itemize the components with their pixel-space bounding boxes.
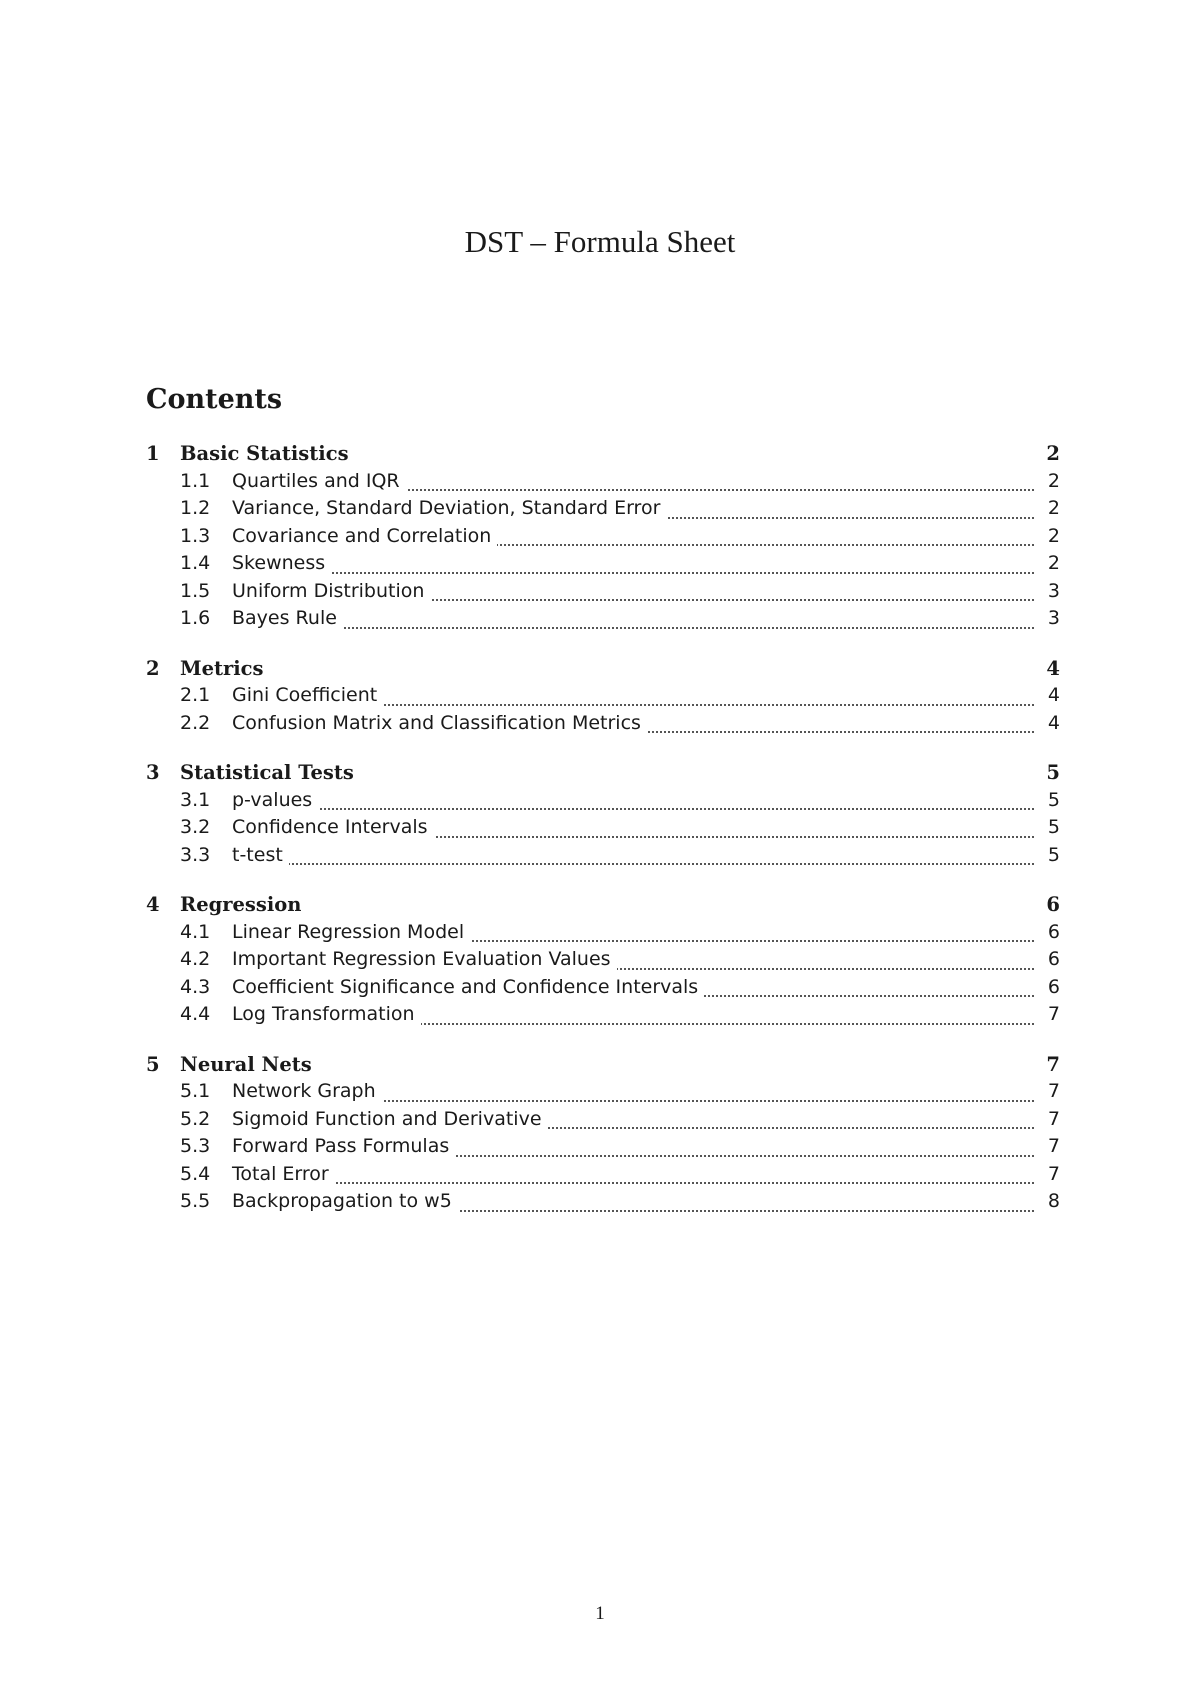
toc-page: 4 [1042,712,1060,734]
toc-number: 5 [146,1052,160,1076]
toc-number: 4.1 [180,920,211,943]
toc-entry[interactable] [146,814,1060,842]
toc-entry[interactable] [146,1051,1060,1079]
toc-number: 1.6 [180,607,211,629]
toc-page: 2 [1046,442,1060,465]
toc-entry[interactable] [146,495,1060,523]
toc-page: 5 [1042,789,1060,811]
toc-page: 7 [1042,1080,1060,1102]
toc-page: 4 [1046,656,1060,680]
toc-page: 2 [1042,552,1060,574]
toc-entry[interactable] [146,1161,1060,1189]
toc-number: 1.5 [180,579,211,602]
toc-title: Variance, Standard Deviation, Standard Error [232,497,666,519]
toc-number: 5.2 [180,1107,211,1130]
toc-page: 8 [1042,1190,1060,1212]
toc-entry[interactable] [146,891,1060,919]
toc-number: 5.1 [180,1080,211,1102]
toc-number: 4.3 [180,975,211,998]
toc-entry[interactable] [146,523,1060,551]
toc-title: Log Transformation [232,1003,421,1025]
toc-number: 3.2 [180,816,211,838]
toc-number: 1 [146,442,160,465]
toc-entry[interactable] [146,974,1060,1002]
toc-title: Network Graph [232,1080,382,1102]
toc-page: 2 [1042,525,1060,547]
toc-entry[interactable] [146,605,1060,633]
toc-number: 3.3 [180,843,211,866]
toc-entry[interactable] [146,440,1060,468]
toc-page: 7 [1042,1003,1060,1025]
toc-page: 6 [1042,976,1060,998]
toc-entry[interactable] [146,1188,1060,1216]
toc-title: Neural Nets [180,1052,312,1076]
toc-entry[interactable] [146,682,1060,710]
toc-page: 6 [1042,921,1060,943]
toc-entry[interactable] [146,919,1060,947]
toc-page: 5 [1046,761,1060,784]
toc-page: 3 [1042,580,1060,602]
page-number: 1 [595,1603,605,1624]
toc-page: 3 [1042,607,1060,629]
toc-entry[interactable] [146,759,1060,787]
toc-title: Confidence Intervals [232,816,434,838]
toc-entry[interactable] [146,468,1060,496]
toc-entry[interactable] [146,1133,1060,1161]
toc-number: 5.5 [180,1190,211,1212]
toc-entry[interactable] [146,710,1060,738]
toc-page: 7 [1042,1163,1060,1185]
toc-page: 7 [1042,1135,1060,1157]
toc-entry[interactable] [146,550,1060,578]
toc-page: 5 [1042,816,1060,838]
toc-title: Skewness [232,552,331,574]
contents-heading: Contents [146,384,283,415]
toc-page: 7 [1046,1052,1060,1076]
toc-entry[interactable] [146,578,1060,606]
toc-number: 4.4 [180,1003,211,1025]
toc-number: 5.4 [180,1162,211,1185]
toc-title: Total Error [232,1163,335,1185]
toc-number: 3 [146,761,160,784]
toc-title: Quartiles and IQR [232,470,406,492]
toc-page: 6 [1046,893,1060,916]
toc-title: Bayes Rule [232,607,343,629]
toc-number: 1.1 [180,469,211,492]
toc-title: Uniform Distribution [232,580,430,602]
toc-title: Covariance and Correlation [232,525,497,547]
toc-number: 2 [146,656,160,680]
toc-entry[interactable] [146,655,1060,683]
toc-section-3 [146,759,1060,869]
toc-title: Statistical Tests [180,761,354,784]
toc-title: Important Regression Evaluation Values [232,948,617,970]
table-of-contents [146,440,1060,1238]
toc-page: 4 [1042,684,1060,706]
toc-title: Coefficient Significance and Confidence Intervals [232,976,704,998]
toc-section-4 [146,891,1060,1029]
toc-title: Regression [180,893,302,916]
toc-section-5 [146,1051,1060,1216]
toc-page: 2 [1042,470,1060,492]
toc-section-1 [146,440,1060,633]
toc-entry[interactable] [146,842,1060,870]
toc-number: 4 [146,893,160,916]
toc-number: 1.4 [180,552,211,574]
toc-entry[interactable] [146,1106,1060,1134]
toc-section-2 [146,655,1060,738]
toc-title: Backpropagation to w5 [232,1190,458,1212]
toc-title: p-values [232,789,318,811]
toc-page: 5 [1042,844,1060,866]
toc-entry[interactable] [146,946,1060,974]
toc-number: 3.1 [180,788,211,811]
toc-title: Basic Statistics [180,442,349,465]
document-title: DST – Formula Sheet [464,224,736,259]
toc-title: Linear Regression Model [232,921,470,943]
toc-number: 4.2 [180,948,211,970]
toc-title: Metrics [180,656,264,680]
toc-number: 2.1 [180,684,211,706]
toc-page: 2 [1042,497,1060,519]
toc-number: 5.3 [180,1135,211,1157]
toc-page: 7 [1042,1108,1060,1130]
toc-number: 2.2 [180,711,211,734]
toc-entry[interactable] [146,787,1060,815]
toc-page: 6 [1042,948,1060,970]
toc-number: 1.2 [180,497,211,519]
toc-title: Sigmoid Function and Derivative [232,1108,548,1130]
toc-title: Forward Pass Formulas [232,1135,455,1157]
toc-title: Gini Coefficient [232,684,383,706]
toc-number: 1.3 [180,524,211,547]
toc-title: t-test [232,844,289,866]
toc-title: Confusion Matrix and Classification Metrics [232,712,647,734]
toc-entry[interactable] [146,1001,1060,1029]
toc-entry[interactable] [146,1078,1060,1106]
